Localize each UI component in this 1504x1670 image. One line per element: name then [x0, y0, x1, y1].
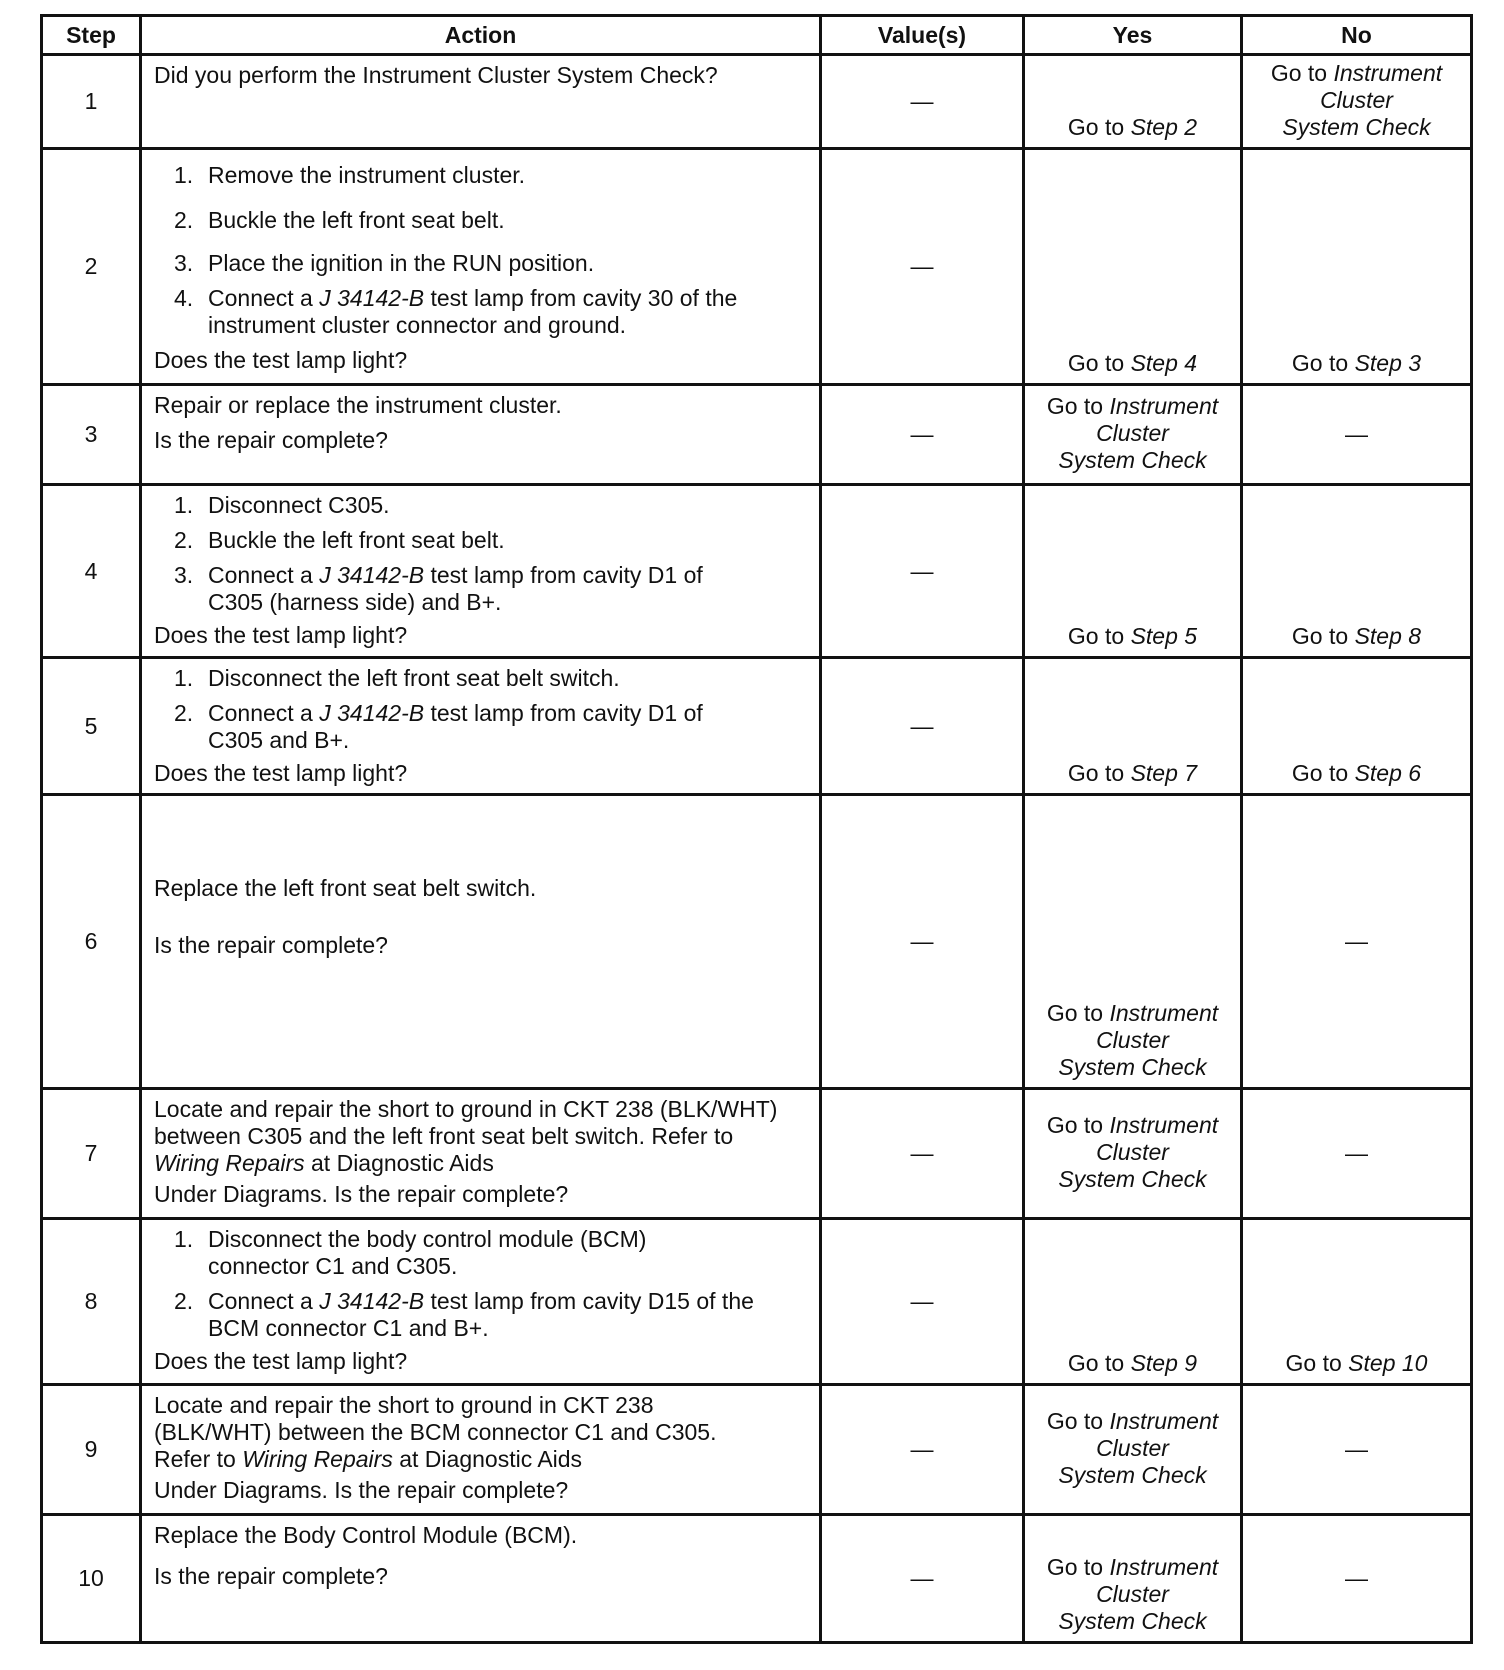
no-cell: —	[1242, 1385, 1472, 1515]
list-item: 2. Connect a J 34142-B test lamp from cavity D1 of C305 and B+.	[174, 700, 703, 753]
action-question: Did you perform the Instrument Cluster System Check?	[154, 62, 718, 88]
yes-cell: Go to Instrument Cluster System Check	[1024, 1089, 1242, 1219]
goto-link[interactable]: Instrument	[1109, 1408, 1219, 1434]
yes-cell: Go to Instrument Cluster System Check	[1024, 385, 1242, 485]
no-cell: —	[1242, 1515, 1472, 1643]
value-cell: —	[821, 658, 1024, 795]
goto-link[interactable]: Instrument	[1109, 393, 1219, 419]
action-question: Under Diagrams. Is the repair complete?	[154, 1181, 569, 1207]
goto-link[interactable]: System Check	[1058, 1462, 1207, 1488]
list-item: 3. Connect a J 34142-B test lamp from cavity D1 of C305 (harness side) and B+.	[174, 562, 703, 615]
step-number: 1	[42, 55, 141, 149]
goto-link[interactable]: Step 8	[1354, 623, 1422, 649]
action-question: Is the repair complete?	[154, 427, 388, 453]
value-cell: —	[821, 485, 1024, 658]
goto-link[interactable]: Cluster	[1096, 420, 1169, 446]
no-cell: —	[1242, 385, 1472, 485]
action-cell	[141, 658, 821, 795]
goto-link[interactable]: Cluster	[1096, 1027, 1169, 1053]
step-number: 7	[42, 1089, 141, 1219]
reference-link[interactable]: Wiring Repairs	[242, 1446, 393, 1472]
list-item: 1. Disconnect the body control module (BCM) connector C1 and C305.	[174, 1226, 647, 1279]
table-row	[42, 658, 1472, 795]
goto-link[interactable]: Step 3	[1354, 350, 1422, 376]
goto-link[interactable]: System Check	[1058, 447, 1207, 473]
action-cell	[141, 1219, 821, 1385]
step-number: 8	[42, 1219, 141, 1385]
yes-cell: Go to Step 5	[1024, 485, 1242, 658]
goto-link[interactable]: Step 2	[1130, 114, 1198, 140]
table-row	[42, 149, 1472, 385]
action-text: Replace the left front seat belt switch.	[154, 874, 537, 901]
header-action: Action	[141, 16, 821, 55]
action-cell	[141, 485, 821, 658]
step-number: 9	[42, 1385, 141, 1515]
list-item: 2. Buckle the left front seat belt.	[174, 527, 505, 553]
goto-link[interactable]: Step 5	[1130, 623, 1198, 649]
no-cell: —	[1242, 1089, 1472, 1219]
list-item: 2. Buckle the left front seat belt.	[174, 207, 505, 233]
goto-link[interactable]: Step 4	[1130, 350, 1198, 376]
table-row	[42, 1515, 1472, 1643]
header-values: Value(s)	[821, 16, 1024, 55]
list-item: 2. Connect a J 34142-B test lamp from cavity D15 of the BCM connector C1 and B+.	[174, 1288, 754, 1341]
table-row	[42, 485, 1472, 658]
action-steps	[154, 162, 809, 339]
step-number: 6	[42, 795, 141, 1089]
yes-cell	[1024, 55, 1242, 149]
action-question: Does the test lamp light?	[154, 622, 408, 648]
diagnostic-table-sheet	[40, 14, 1470, 1644]
action-cell	[141, 55, 821, 149]
value-cell: —	[821, 149, 1024, 385]
goto-link[interactable]: Step 7	[1130, 760, 1198, 786]
value-cell: —	[821, 385, 1024, 485]
step-number: 2	[42, 149, 141, 385]
value-cell: —	[821, 1089, 1024, 1219]
goto-link[interactable]: Instrument	[1109, 1554, 1219, 1580]
tool-name: J 34142-B	[319, 1288, 425, 1314]
action-cell	[141, 1089, 821, 1219]
value-cell: —	[821, 1385, 1024, 1515]
goto-link[interactable]: Cluster	[1096, 1139, 1169, 1165]
goto-link[interactable]: Step 10	[1348, 1350, 1428, 1376]
step-number: 10	[42, 1515, 141, 1643]
action-question: Does the test lamp light?	[154, 760, 408, 786]
action-cell	[141, 795, 821, 1089]
action-text: Repair or replace the instrument cluster.	[154, 392, 562, 418]
table-row	[42, 55, 1472, 149]
goto-label: Go to	[1270, 60, 1328, 86]
action-text: Replace the Body Control Module (BCM).	[154, 1522, 578, 1548]
action-question: Does the test lamp light?	[154, 1348, 408, 1374]
action-cell	[141, 1385, 821, 1515]
step-number: 5	[42, 658, 141, 795]
yes-cell: Go to Step 9	[1024, 1219, 1242, 1385]
header-yes: Yes	[1024, 16, 1242, 55]
action-question: Is the repair complete?	[154, 1563, 388, 1589]
table-row	[42, 1385, 1472, 1515]
tool-name: J 34142-B	[319, 562, 425, 588]
table-row	[42, 385, 1472, 485]
goto-link[interactable]: System Check	[1058, 1054, 1207, 1080]
action-cell	[141, 149, 821, 385]
value-cell: —	[821, 1219, 1024, 1385]
no-cell	[1242, 55, 1472, 149]
action-cell	[141, 385, 821, 485]
list-item: 1. Remove the instrument cluster.	[174, 162, 526, 188]
action-question: Is the repair complete?	[154, 931, 388, 958]
value-cell: —	[821, 795, 1024, 1089]
goto-link[interactable]: Cluster	[1320, 87, 1393, 113]
no-cell: —	[1242, 795, 1472, 1089]
yes-cell: Go to Step 7	[1024, 658, 1242, 795]
list-item: 4. Connect a J 34142-B test lamp from cavity 30 of the instrument cluster connector and ground.	[174, 285, 738, 338]
table-row	[42, 1089, 1472, 1219]
header-step: Step	[42, 16, 141, 55]
no-cell: Go to Step 10	[1242, 1219, 1472, 1385]
goto-link[interactable]: System Check	[1058, 1608, 1207, 1634]
list-item: 3. Place the ignition in the RUN position.	[174, 250, 595, 276]
goto-link[interactable]: System Check	[1282, 114, 1431, 140]
reference-link[interactable]: Wiring Repairs	[154, 1150, 305, 1176]
tool-name: J 34142-B	[319, 700, 425, 726]
goto-link[interactable]: Instrument	[1109, 1000, 1219, 1026]
table-row	[42, 795, 1472, 1089]
table-header-row	[42, 16, 1472, 55]
value-cell: —	[821, 55, 1024, 149]
action-text: Locate and repair the short to ground in CKT 238 (BLK/WHT) between the BCM connector C1 and C305. Refer to Wiring Repairs at Diagnostic Aids	[154, 1392, 717, 1472]
goto-link[interactable]: System Check	[1058, 1166, 1207, 1192]
step-number: 3	[42, 385, 141, 485]
action-cell	[141, 1515, 821, 1643]
action-question: Under Diagrams. Is the repair complete?	[154, 1477, 569, 1503]
list-item: 1. Disconnect the left front seat belt switch.	[174, 665, 620, 691]
table-row	[42, 1219, 1472, 1385]
goto-label: Go to	[1067, 114, 1125, 140]
yes-cell: Go to Instrument Cluster System Check	[1024, 795, 1242, 1089]
goto-link[interactable]: Instrument	[1109, 1112, 1219, 1138]
goto-link[interactable]: Step 9	[1130, 1350, 1198, 1376]
goto-link[interactable]: Step 6	[1354, 760, 1422, 786]
action-text: Locate and repair the short to ground in CKT 238 (BLK/WHT) between C305 and the left front seat belt switch. Refer to Wiring Repairs at Diagnostic Aids	[154, 1096, 778, 1176]
step-number: 4	[42, 485, 141, 658]
no-cell: Go to Step 6	[1242, 658, 1472, 795]
goto-link[interactable]: Instrument	[1333, 60, 1443, 86]
list-item: 1. Disconnect C305.	[174, 492, 390, 518]
goto-link[interactable]: Cluster	[1096, 1581, 1169, 1607]
action-steps	[154, 1226, 809, 1342]
yes-cell: Go to Instrument Cluster System Check	[1024, 1515, 1242, 1643]
action-steps	[154, 665, 809, 754]
no-cell: Go to Step 8	[1242, 485, 1472, 658]
goto-link[interactable]: Cluster	[1096, 1435, 1169, 1461]
header-no: No	[1242, 16, 1472, 55]
action-question: Does the test lamp light?	[154, 347, 408, 373]
tool-name: J 34142-B	[319, 285, 425, 311]
value-cell: —	[821, 1515, 1024, 1643]
action-steps	[154, 492, 809, 616]
yes-cell: Go to Instrument Cluster System Check	[1024, 1385, 1242, 1515]
diagnostic-table	[40, 14, 1473, 1644]
no-cell: Go to Step 3	[1242, 149, 1472, 385]
yes-cell: Go to Step 4	[1024, 149, 1242, 385]
